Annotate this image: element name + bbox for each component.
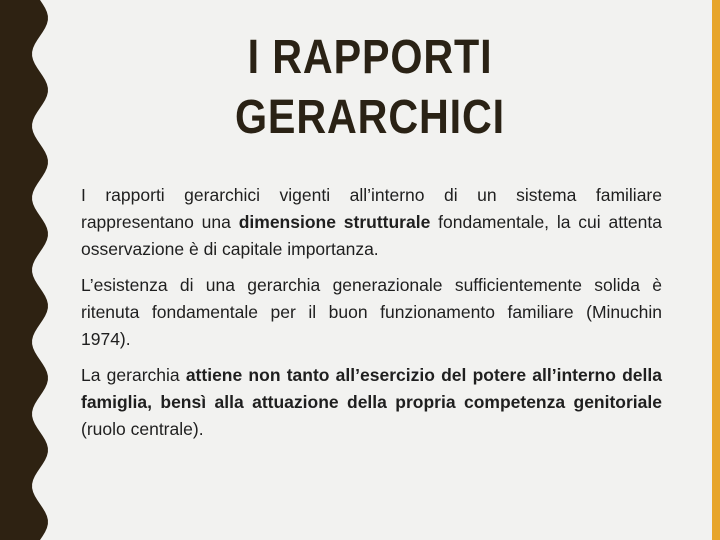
right-accent-bar	[712, 0, 720, 540]
paragraph-1	[81, 182, 662, 263]
left-wavy-border	[0, 0, 60, 540]
paragraph-1-text-1: I rapporti gerarchici vigenti all’interno di un sistema familiare rappresentano una	[81, 185, 662, 232]
slide-title: I RAPPORTI GERARCHICI	[234, 31, 506, 144]
paragraph-2-text-1: L’esistenza di una gerarchia generazionale sufficientemente solida è ritenuta fondamentale per il buon funzionamento familiare (Minuchin 1974).	[81, 275, 662, 349]
paragraph-2	[81, 272, 662, 353]
slide-body	[81, 182, 662, 452]
paragraph-3-bold-1: attiene non tanto all’esercizio del potere all’interno della famiglia, bensì alla attuazione della propria competenza genitoriale	[81, 365, 662, 412]
paragraph-3-text-1: La gerarchia	[81, 365, 186, 385]
paragraph-3-text-2: (ruolo centrale).	[81, 419, 204, 439]
paragraph-3	[81, 362, 662, 443]
paragraph-1-bold-1: dimensione strutturale	[238, 212, 431, 232]
paragraph-1-text-2: fondamentale, la cui attenta osservazione è di capitale importanza.	[81, 212, 662, 259]
